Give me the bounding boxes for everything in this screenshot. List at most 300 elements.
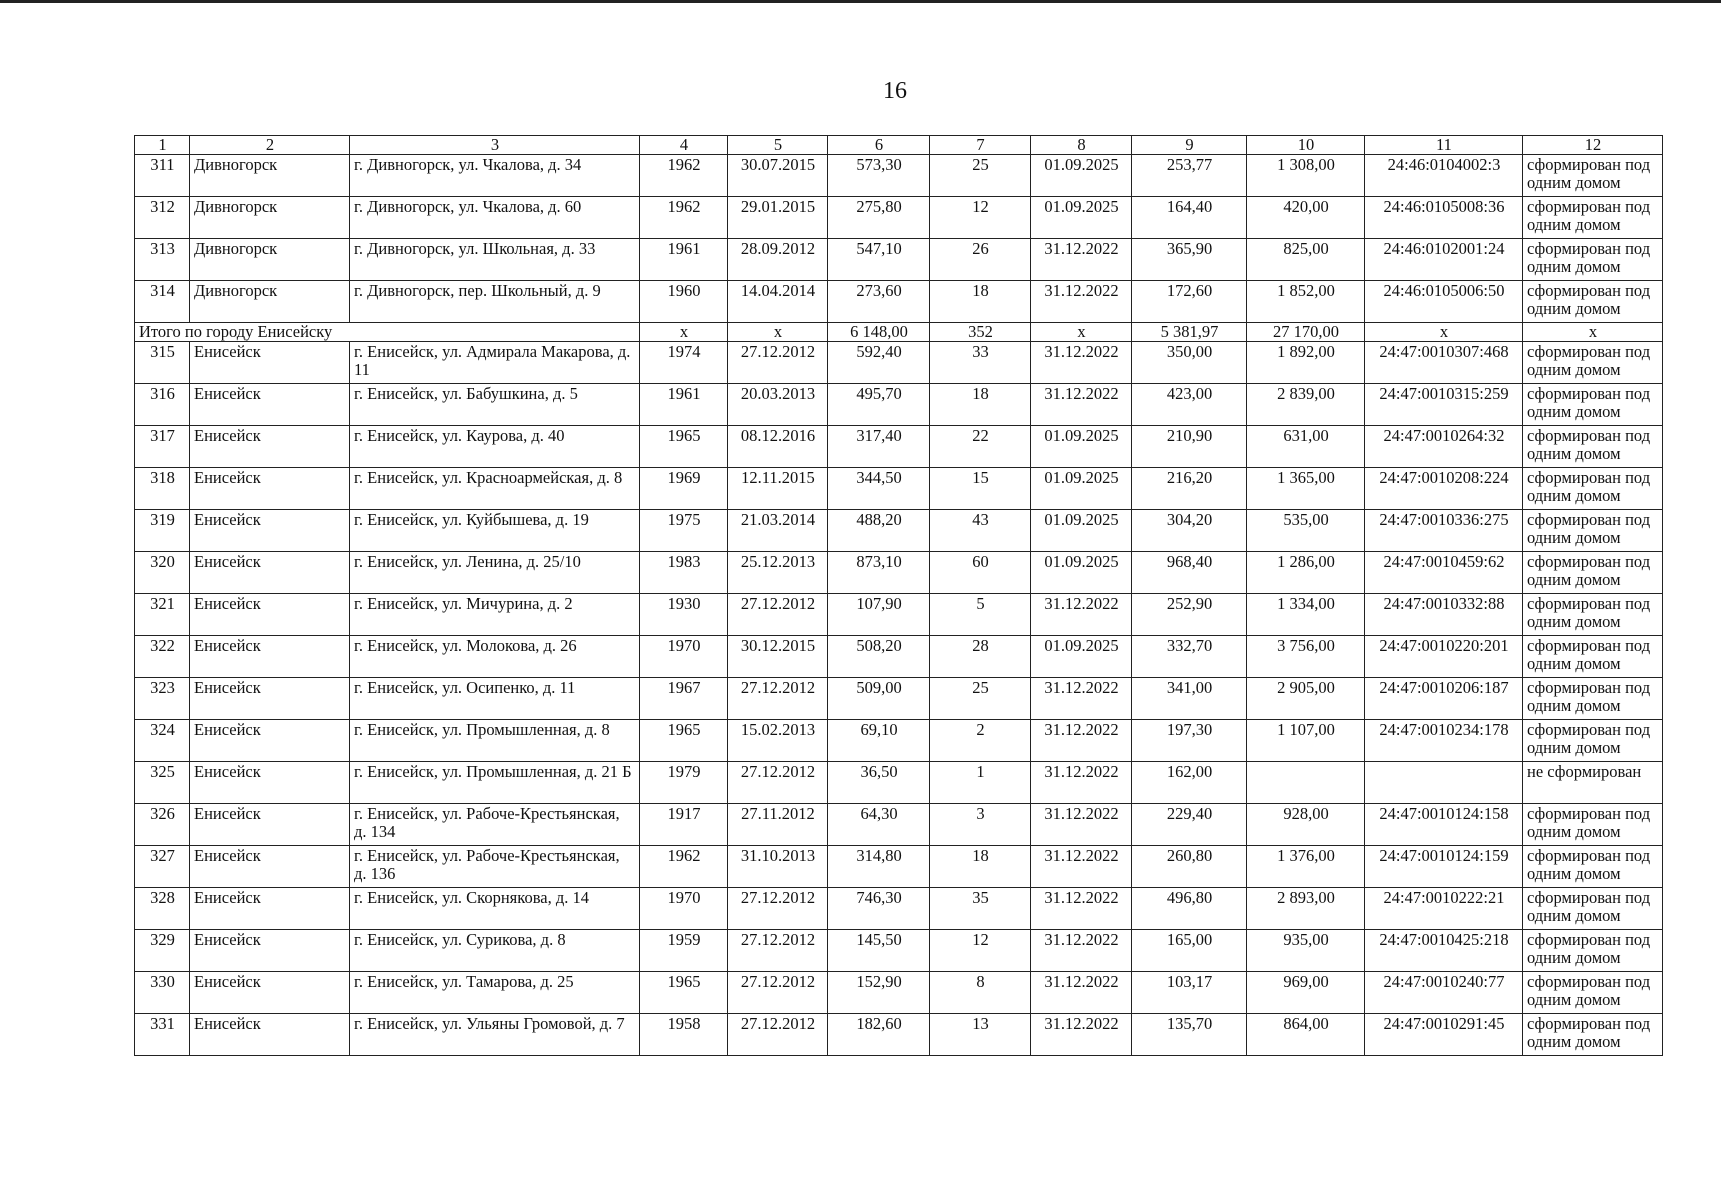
land-status-cell: сформирован под одним домом: [1523, 804, 1663, 846]
deadline-cell: 31.12.2022: [1031, 342, 1132, 384]
date-cell: 27.12.2012: [728, 888, 828, 930]
column-number: 11: [1365, 136, 1523, 155]
area-cell: 592,40: [828, 342, 930, 384]
residents-cell: 8: [930, 972, 1031, 1014]
city-cell: Енисейск: [190, 888, 350, 930]
cadastral-number-cell: 24:47:0010124:158: [1365, 804, 1523, 846]
deadline-cell: 01.09.2025: [1031, 468, 1132, 510]
residents-cell: 18: [930, 846, 1031, 888]
year-cell: 1959: [640, 930, 728, 972]
address-cell: г. Дивногорск, ул. Школьная, д. 33: [350, 239, 640, 281]
residents-cell: 12: [930, 930, 1031, 972]
land-area-cell: 1 892,00: [1247, 342, 1365, 384]
land-area-cell: 1 308,00: [1247, 155, 1365, 197]
land-status-cell: сформирован под одним домом: [1523, 972, 1663, 1014]
residents-cell: 18: [930, 281, 1031, 323]
year-cell: 1969: [640, 468, 728, 510]
area-cell: 152,90: [828, 972, 930, 1014]
deadline-cell: 31.12.2022: [1031, 846, 1132, 888]
scan-top-border: [0, 0, 1721, 3]
city-cell: Енисейск: [190, 804, 350, 846]
address-cell: г. Енисейск, ул. Промышленная, д. 21 Б: [350, 762, 640, 804]
land-area-cell: 631,00: [1247, 426, 1365, 468]
land-area-cell: 1 334,00: [1247, 594, 1365, 636]
year-cell: 1962: [640, 197, 728, 239]
address-cell: г. Енисейск, ул. Куйбышева, д. 19: [350, 510, 640, 552]
deadline-cell: 31.12.2022: [1031, 239, 1132, 281]
date-cell: 30.07.2015: [728, 155, 828, 197]
table-row: [135, 594, 1663, 636]
total-status: х: [1523, 323, 1663, 342]
land-status-cell: не сформирован: [1523, 762, 1663, 804]
land-status-cell: сформирован под одним домом: [1523, 197, 1663, 239]
land-area-cell: 1 107,00: [1247, 720, 1365, 762]
area-cell: 145,50: [828, 930, 930, 972]
column-number-row: [135, 136, 1663, 155]
column-number: 2: [190, 136, 350, 155]
city-cell: Енисейск: [190, 972, 350, 1014]
living-area-cell: 968,40: [1132, 552, 1247, 594]
deadline-cell: 01.09.2025: [1031, 197, 1132, 239]
year-cell: 1970: [640, 888, 728, 930]
deadline-cell: 31.12.2022: [1031, 762, 1132, 804]
land-status-cell: сформирован под одним домом: [1523, 426, 1663, 468]
year-cell: 1983: [640, 552, 728, 594]
city-cell: Енисейск: [190, 678, 350, 720]
row-number: 315: [135, 342, 190, 384]
area-cell: 317,40: [828, 426, 930, 468]
total-section: [135, 323, 1663, 342]
area-cell: 509,00: [828, 678, 930, 720]
land-area-cell: 1 852,00: [1247, 281, 1365, 323]
city-cell: Енисейск: [190, 510, 350, 552]
deadline-cell: 01.09.2025: [1031, 155, 1132, 197]
address-cell: г. Енисейск, ул. Промышленная, д. 8: [350, 720, 640, 762]
housing-registry-table: [134, 135, 1663, 1056]
land-area-cell: 2 905,00: [1247, 678, 1365, 720]
land-status-cell: сформирован под одним домом: [1523, 510, 1663, 552]
address-cell: г. Енисейск, ул. Скорнякова, д. 14: [350, 888, 640, 930]
land-status-cell: сформирован под одним домом: [1523, 678, 1663, 720]
living-area-cell: 197,30: [1132, 720, 1247, 762]
cadastral-number-cell: 24:47:0010315:259: [1365, 384, 1523, 426]
table-row: [135, 720, 1663, 762]
city-cell: Енисейск: [190, 426, 350, 468]
city-cell: Дивногорск: [190, 197, 350, 239]
area-cell: 182,60: [828, 1014, 930, 1056]
date-cell: 20.03.2013: [728, 384, 828, 426]
area-cell: 64,30: [828, 804, 930, 846]
living-area-cell: 332,70: [1132, 636, 1247, 678]
column-number: 8: [1031, 136, 1132, 155]
date-cell: 27.11.2012: [728, 804, 828, 846]
deadline-cell: 01.09.2025: [1031, 636, 1132, 678]
date-cell: 14.04.2014: [728, 281, 828, 323]
year-cell: 1970: [640, 636, 728, 678]
date-cell: 12.11.2015: [728, 468, 828, 510]
land-area-cell: 864,00: [1247, 1014, 1365, 1056]
year-cell: 1965: [640, 720, 728, 762]
cadastral-number-cell: 24:47:0010459:62: [1365, 552, 1523, 594]
date-cell: 27.12.2012: [728, 594, 828, 636]
table-row: [135, 846, 1663, 888]
area-cell: 495,70: [828, 384, 930, 426]
cadastral-number-cell: 24:47:0010425:218: [1365, 930, 1523, 972]
land-area-cell: 535,00: [1247, 510, 1365, 552]
address-cell: г. Дивногорск, ул. Чкалова, д. 60: [350, 197, 640, 239]
city-cell: Енисейск: [190, 930, 350, 972]
land-status-cell: сформирован под одним домом: [1523, 930, 1663, 972]
land-status-cell: сформирован под одним домом: [1523, 384, 1663, 426]
table-row: [135, 636, 1663, 678]
land-area-cell: 1 376,00: [1247, 846, 1365, 888]
row-number: 329: [135, 930, 190, 972]
cadastral-number-cell: 24:47:0010291:45: [1365, 1014, 1523, 1056]
living-area-cell: 252,90: [1132, 594, 1247, 636]
residents-cell: 33: [930, 342, 1031, 384]
page-number: 16: [883, 78, 907, 104]
living-area-cell: 260,80: [1132, 846, 1247, 888]
table-row: [135, 888, 1663, 930]
living-area-cell: 304,20: [1132, 510, 1247, 552]
rows-divnogorsk: [135, 155, 1663, 323]
living-area-cell: 341,00: [1132, 678, 1247, 720]
deadline-cell: 31.12.2022: [1031, 972, 1132, 1014]
land-area-cell: 825,00: [1247, 239, 1365, 281]
deadline-cell: 31.12.2022: [1031, 594, 1132, 636]
date-cell: 28.09.2012: [728, 239, 828, 281]
total-living-area: 5 381,97: [1132, 323, 1247, 342]
total-cadastre: х: [1365, 323, 1523, 342]
cadastral-number-cell: 24:47:0010222:21: [1365, 888, 1523, 930]
date-cell: 21.03.2014: [728, 510, 828, 552]
table-row: [135, 1014, 1663, 1056]
row-number: 318: [135, 468, 190, 510]
land-status-cell: сформирован под одним домом: [1523, 720, 1663, 762]
land-area-cell: 3 756,00: [1247, 636, 1365, 678]
deadline-cell: 31.12.2022: [1031, 804, 1132, 846]
total-date: х: [728, 323, 828, 342]
total-year: х: [640, 323, 728, 342]
address-cell: г. Енисейск, ул. Рабоче-Крестьянская, д. 134: [350, 804, 640, 846]
address-cell: г. Енисейск, ул. Мичурина, д. 2: [350, 594, 640, 636]
column-number: 7: [930, 136, 1031, 155]
row-number: 313: [135, 239, 190, 281]
column-number: 6: [828, 136, 930, 155]
row-number: 325: [135, 762, 190, 804]
city-cell: Енисейск: [190, 846, 350, 888]
living-area-cell: 103,17: [1132, 972, 1247, 1014]
city-cell: Енисейск: [190, 468, 350, 510]
cadastral-number-cell: 24:46:0105008:36: [1365, 197, 1523, 239]
land-area-cell: 1 286,00: [1247, 552, 1365, 594]
cadastral-number-cell: 24:47:0010208:224: [1365, 468, 1523, 510]
row-number: 323: [135, 678, 190, 720]
total-people: 352: [930, 323, 1031, 342]
land-status-cell: сформирован под одним домом: [1523, 468, 1663, 510]
date-cell: 27.12.2012: [728, 1014, 828, 1056]
date-cell: 15.02.2013: [728, 720, 828, 762]
table-row: [135, 197, 1663, 239]
row-number: 326: [135, 804, 190, 846]
year-cell: 1930: [640, 594, 728, 636]
area-cell: 344,50: [828, 468, 930, 510]
living-area-cell: 253,77: [1132, 155, 1247, 197]
residents-cell: 15: [930, 468, 1031, 510]
land-status-cell: сформирован под одним домом: [1523, 552, 1663, 594]
table-row: [135, 762, 1663, 804]
deadline-cell: 01.09.2025: [1031, 510, 1132, 552]
total-area: 6 148,00: [828, 323, 930, 342]
city-cell: Енисейск: [190, 636, 350, 678]
deadline-cell: 31.12.2022: [1031, 281, 1132, 323]
address-cell: г. Енисейск, ул. Каурова, д. 40: [350, 426, 640, 468]
column-number: 4: [640, 136, 728, 155]
living-area-cell: 365,90: [1132, 239, 1247, 281]
residents-cell: 1: [930, 762, 1031, 804]
residents-cell: 18: [930, 384, 1031, 426]
cadastral-number-cell: 24:46:0105006:50: [1365, 281, 1523, 323]
cadastral-number-cell: 24:47:0010124:159: [1365, 846, 1523, 888]
cadastral-number-cell: [1365, 762, 1523, 804]
residents-cell: 3: [930, 804, 1031, 846]
address-cell: г. Енисейск, ул. Адмирала Макарова, д. 11: [350, 342, 640, 384]
cadastral-number-cell: 24:47:0010240:77: [1365, 972, 1523, 1014]
cadastral-number-cell: 24:47:0010264:32: [1365, 426, 1523, 468]
table-row: [135, 281, 1663, 323]
row-number: 330: [135, 972, 190, 1014]
land-status-cell: сформирован под одним домом: [1523, 281, 1663, 323]
year-cell: 1958: [640, 1014, 728, 1056]
deadline-cell: 31.12.2022: [1031, 930, 1132, 972]
date-cell: 30.12.2015: [728, 636, 828, 678]
cadastral-number-cell: 24:46:0104002:3: [1365, 155, 1523, 197]
year-cell: 1974: [640, 342, 728, 384]
land-area-cell: 2 893,00: [1247, 888, 1365, 930]
land-area-cell: [1247, 762, 1365, 804]
area-cell: 573,30: [828, 155, 930, 197]
living-area-cell: 210,90: [1132, 426, 1247, 468]
row-number: 324: [135, 720, 190, 762]
address-cell: г. Енисейск, ул. Ульяны Громовой, д. 7: [350, 1014, 640, 1056]
residents-cell: 25: [930, 678, 1031, 720]
total-row: [135, 323, 1663, 342]
row-number: 317: [135, 426, 190, 468]
living-area-cell: 135,70: [1132, 1014, 1247, 1056]
living-area-cell: 172,60: [1132, 281, 1247, 323]
residents-cell: 43: [930, 510, 1031, 552]
table-row: [135, 342, 1663, 384]
area-cell: 873,10: [828, 552, 930, 594]
address-cell: г. Енисейск, ул. Тамарова, д. 25: [350, 972, 640, 1014]
city-cell: Дивногорск: [190, 239, 350, 281]
area-cell: 314,80: [828, 846, 930, 888]
row-number: 321: [135, 594, 190, 636]
address-cell: г. Енисейск, ул. Бабушкина, д. 5: [350, 384, 640, 426]
year-cell: 1965: [640, 972, 728, 1014]
table-row: [135, 239, 1663, 281]
column-number: 1: [135, 136, 190, 155]
year-cell: 1965: [640, 426, 728, 468]
land-area-cell: 935,00: [1247, 930, 1365, 972]
table-row: [135, 678, 1663, 720]
living-area-cell: 350,00: [1132, 342, 1247, 384]
land-area-cell: 928,00: [1247, 804, 1365, 846]
land-status-cell: сформирован под одним домом: [1523, 636, 1663, 678]
land-status-cell: сформирован под одним домом: [1523, 888, 1663, 930]
date-cell: 08.12.2016: [728, 426, 828, 468]
area-cell: 275,80: [828, 197, 930, 239]
city-cell: Енисейск: [190, 762, 350, 804]
residents-cell: 22: [930, 426, 1031, 468]
land-area-cell: 1 365,00: [1247, 468, 1365, 510]
deadline-cell: 31.12.2022: [1031, 678, 1132, 720]
area-cell: 273,60: [828, 281, 930, 323]
residents-cell: 2: [930, 720, 1031, 762]
table-row: [135, 552, 1663, 594]
date-cell: 25.12.2013: [728, 552, 828, 594]
land-area-cell: 969,00: [1247, 972, 1365, 1014]
city-cell: Енисейск: [190, 594, 350, 636]
city-cell: Енисейск: [190, 720, 350, 762]
year-cell: 1979: [640, 762, 728, 804]
land-area-cell: 420,00: [1247, 197, 1365, 239]
cadastral-number-cell: 24:47:0010336:275: [1365, 510, 1523, 552]
row-number: 328: [135, 888, 190, 930]
living-area-cell: 164,40: [1132, 197, 1247, 239]
cadastral-number-cell: 24:46:0102001:24: [1365, 239, 1523, 281]
area-cell: 488,20: [828, 510, 930, 552]
city-cell: Енисейск: [190, 342, 350, 384]
row-number: 311: [135, 155, 190, 197]
column-number: 5: [728, 136, 828, 155]
address-cell: г. Енисейск, ул. Сурикова, д. 8: [350, 930, 640, 972]
deadline-cell: 31.12.2022: [1031, 1014, 1132, 1056]
column-number: 9: [1132, 136, 1247, 155]
date-cell: 27.12.2012: [728, 972, 828, 1014]
table-row: [135, 804, 1663, 846]
date-cell: 29.01.2015: [728, 197, 828, 239]
column-number: 12: [1523, 136, 1663, 155]
living-area-cell: 216,20: [1132, 468, 1247, 510]
year-cell: 1967: [640, 678, 728, 720]
deadline-cell: 01.09.2025: [1031, 552, 1132, 594]
address-cell: г. Енисейск, ул. Молокова, д. 26: [350, 636, 640, 678]
row-number: 327: [135, 846, 190, 888]
residents-cell: 13: [930, 1014, 1031, 1056]
residents-cell: 25: [930, 155, 1031, 197]
address-cell: г. Енисейск, ул. Осипенко, д. 11: [350, 678, 640, 720]
cadastral-number-cell: 24:47:0010234:178: [1365, 720, 1523, 762]
area-cell: 508,20: [828, 636, 930, 678]
city-cell: Енисейск: [190, 1014, 350, 1056]
deadline-cell: 31.12.2022: [1031, 384, 1132, 426]
land-area-cell: 2 839,00: [1247, 384, 1365, 426]
year-cell: 1961: [640, 239, 728, 281]
row-number: 312: [135, 197, 190, 239]
date-cell: 27.12.2012: [728, 678, 828, 720]
deadline-cell: 31.12.2022: [1031, 720, 1132, 762]
year-cell: 1962: [640, 155, 728, 197]
date-cell: 27.12.2012: [728, 342, 828, 384]
date-cell: 27.12.2012: [728, 930, 828, 972]
living-area-cell: 165,00: [1132, 930, 1247, 972]
table-row: [135, 426, 1663, 468]
address-cell: г. Дивногорск, ул. Чкалова, д. 34: [350, 155, 640, 197]
table-row: [135, 155, 1663, 197]
total-deadline: х: [1031, 323, 1132, 342]
table-row: [135, 384, 1663, 426]
table-row: [135, 510, 1663, 552]
land-status-cell: сформирован под одним домом: [1523, 342, 1663, 384]
row-number: 319: [135, 510, 190, 552]
area-cell: 547,10: [828, 239, 930, 281]
city-cell: Енисейск: [190, 552, 350, 594]
land-status-cell: сформирован под одним домом: [1523, 155, 1663, 197]
address-cell: г. Дивногорск, пер. Школьный, д. 9: [350, 281, 640, 323]
row-number: 331: [135, 1014, 190, 1056]
residents-cell: 28: [930, 636, 1031, 678]
cadastral-number-cell: 24:47:0010206:187: [1365, 678, 1523, 720]
row-number: 322: [135, 636, 190, 678]
deadline-cell: 01.09.2025: [1031, 426, 1132, 468]
living-area-cell: 496,80: [1132, 888, 1247, 930]
residents-cell: 5: [930, 594, 1031, 636]
date-cell: 31.10.2013: [728, 846, 828, 888]
total-land: 27 170,00: [1247, 323, 1365, 342]
land-status-cell: сформирован под одним домом: [1523, 239, 1663, 281]
city-cell: Дивногорск: [190, 155, 350, 197]
year-cell: 1960: [640, 281, 728, 323]
living-area-cell: 162,00: [1132, 762, 1247, 804]
column-number: 10: [1247, 136, 1365, 155]
table-row: [135, 468, 1663, 510]
date-cell: 27.12.2012: [728, 762, 828, 804]
table-row: [135, 930, 1663, 972]
city-cell: Енисейск: [190, 384, 350, 426]
deadline-cell: 31.12.2022: [1031, 888, 1132, 930]
land-status-cell: сформирован под одним домом: [1523, 1014, 1663, 1056]
cadastral-number-cell: 24:47:0010220:201: [1365, 636, 1523, 678]
year-cell: 1917: [640, 804, 728, 846]
area-cell: 36,50: [828, 762, 930, 804]
area-cell: 107,90: [828, 594, 930, 636]
residents-cell: 12: [930, 197, 1031, 239]
rows-yeniseysk: [135, 342, 1663, 1056]
area-cell: 746,30: [828, 888, 930, 930]
total-label: Итого по городу Енисейску: [135, 323, 640, 342]
year-cell: 1962: [640, 846, 728, 888]
address-cell: г. Енисейск, ул. Рабоче-Крестьянская, д. 136: [350, 846, 640, 888]
table-row: [135, 972, 1663, 1014]
land-status-cell: сформирован под одним домом: [1523, 846, 1663, 888]
residents-cell: 60: [930, 552, 1031, 594]
year-cell: 1975: [640, 510, 728, 552]
living-area-cell: 423,00: [1132, 384, 1247, 426]
land-status-cell: сформирован под одним домом: [1523, 594, 1663, 636]
row-number: 314: [135, 281, 190, 323]
living-area-cell: 229,40: [1132, 804, 1247, 846]
cadastral-number-cell: 24:47:0010307:468: [1365, 342, 1523, 384]
area-cell: 69,10: [828, 720, 930, 762]
address-cell: г. Енисейск, ул. Ленина, д. 25/10: [350, 552, 640, 594]
address-cell: г. Енисейск, ул. Красноармейская, д. 8: [350, 468, 640, 510]
cadastral-number-cell: 24:47:0010332:88: [1365, 594, 1523, 636]
row-number: 316: [135, 384, 190, 426]
year-cell: 1961: [640, 384, 728, 426]
residents-cell: 35: [930, 888, 1031, 930]
city-cell: Дивногорск: [190, 281, 350, 323]
